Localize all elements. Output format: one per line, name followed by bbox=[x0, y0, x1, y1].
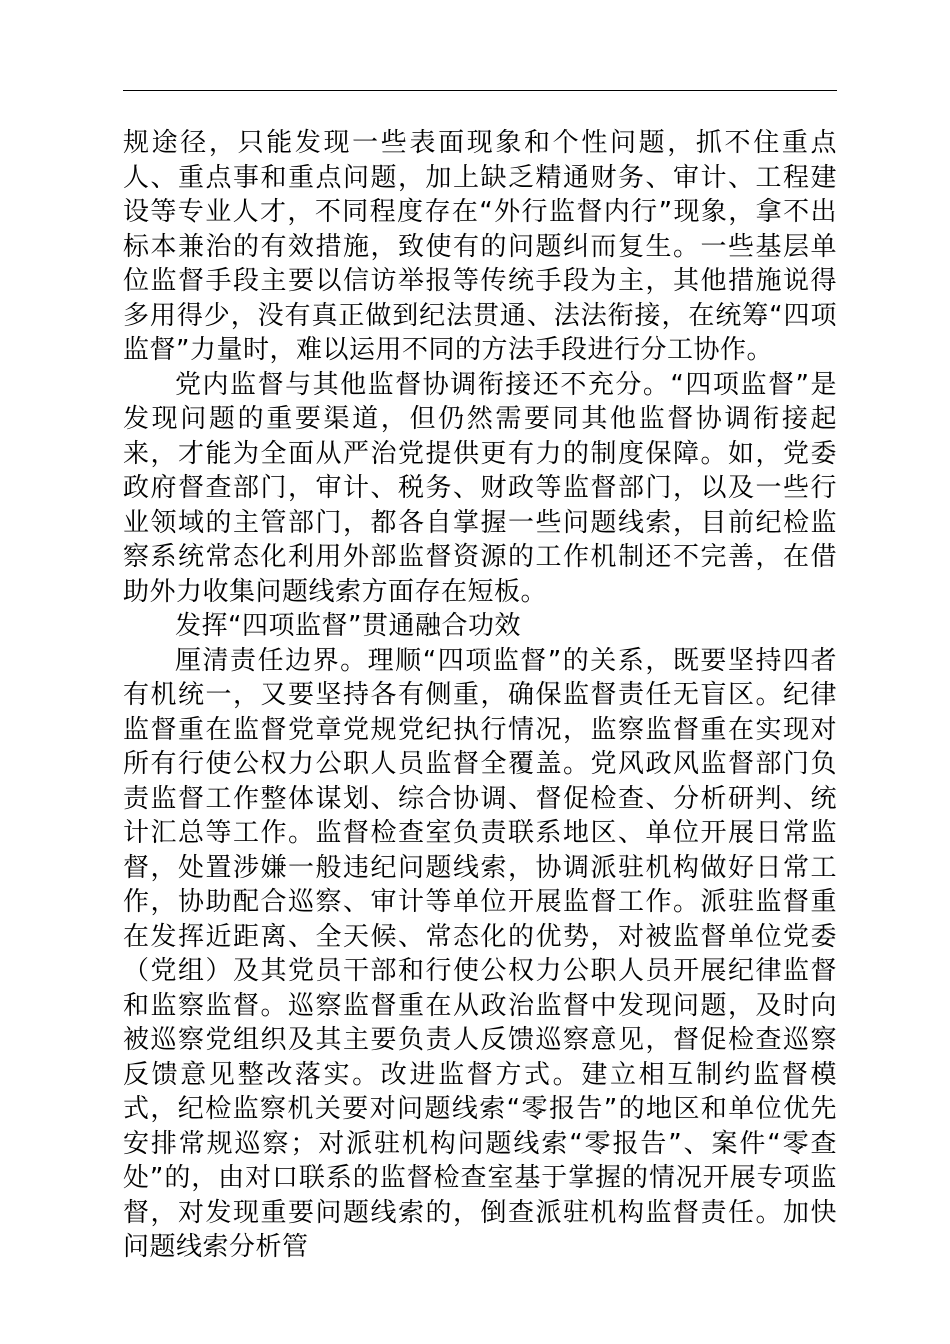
paragraph-1: 规途径，只能发现一些表面现象和个性问题，抓不住重点人、重点事和重点问题，加上缺乏精通财务、审计、工程建设等专业人才，不同程度存在“外行监督内行”现象，拿不出标本兼治的有效措施，致使有的问题纠而复生。一些基层单位监督手段主要以信访举报等传统手段为主，其他措施说得多用得少，没有真正做到纪法贯通、法法衔接，在统筹“四项监督”力量时，难以运用不同的方法手段进行分工协作。 bbox=[123, 128, 837, 365]
header-rule bbox=[123, 90, 837, 91]
section-heading: 发挥“四项监督”贯通融合功效 bbox=[175, 611, 521, 641]
paragraph-2: 党内监督与其他监督协调衔接还不充分。“四项监督”是发现问题的重要渠道，但仍然需要同其他监督协调衔接起来，才能为全面从严治党提供更有力的制度保障。如，党委政府督查部门，审计、税务、财政等监督部门，以及一些行业领域的主管部门，都各自掌握一些问题线索，目前纪检监察系统常态化利用外部监督资源的工作机制还不完善，在借助外力收集问题线索方面存在短板。 bbox=[123, 369, 837, 607]
paragraph-3: 厘清责任边界。理顺“四项监督”的关系，既要坚持四者有机统一，又要坚持各有侧重，确保监督责任无盲区。纪律监督重在监督党章党规党纪执行情况，监察监督重在实现对所有行使公权力公职人员监督全覆盖。党风政风监督部门负责监督工作整体谋划、综合协调、督促检查、分析研判、统计汇总等工作。监督检查室负责联系地区、单位开展日常监督，处置涉嫌一般违纪问题线索，协调派驻机构做好日常工作，协助配合巡察、审计等单位开展监督工作。派驻监督重在发挥近距离、全天候、常态化的优势，对被监督单位党委（党组）及其党员干部和行使公权力公职人员开展纪律监督和监察监督。巡察监督重在从政治监督中发现问题，及时向被巡察党组织及其主要负责人反馈巡察意见，督促检查巡察反馈意见整改落实。改进监督方式。建立相互制约监督模式，纪检监察机关要对问题线索“零报告”的地区和单位优先安排常规巡察；对派驻机构问题线索“零报告”、案件“零查处”的，由对口联系的监督检查室基于掌握的情况开展专项监督，对发现重要问题线索的，倒查派驻机构监督责任。加快问题线索分析管 bbox=[123, 645, 837, 1262]
document-body bbox=[123, 126, 837, 1265]
